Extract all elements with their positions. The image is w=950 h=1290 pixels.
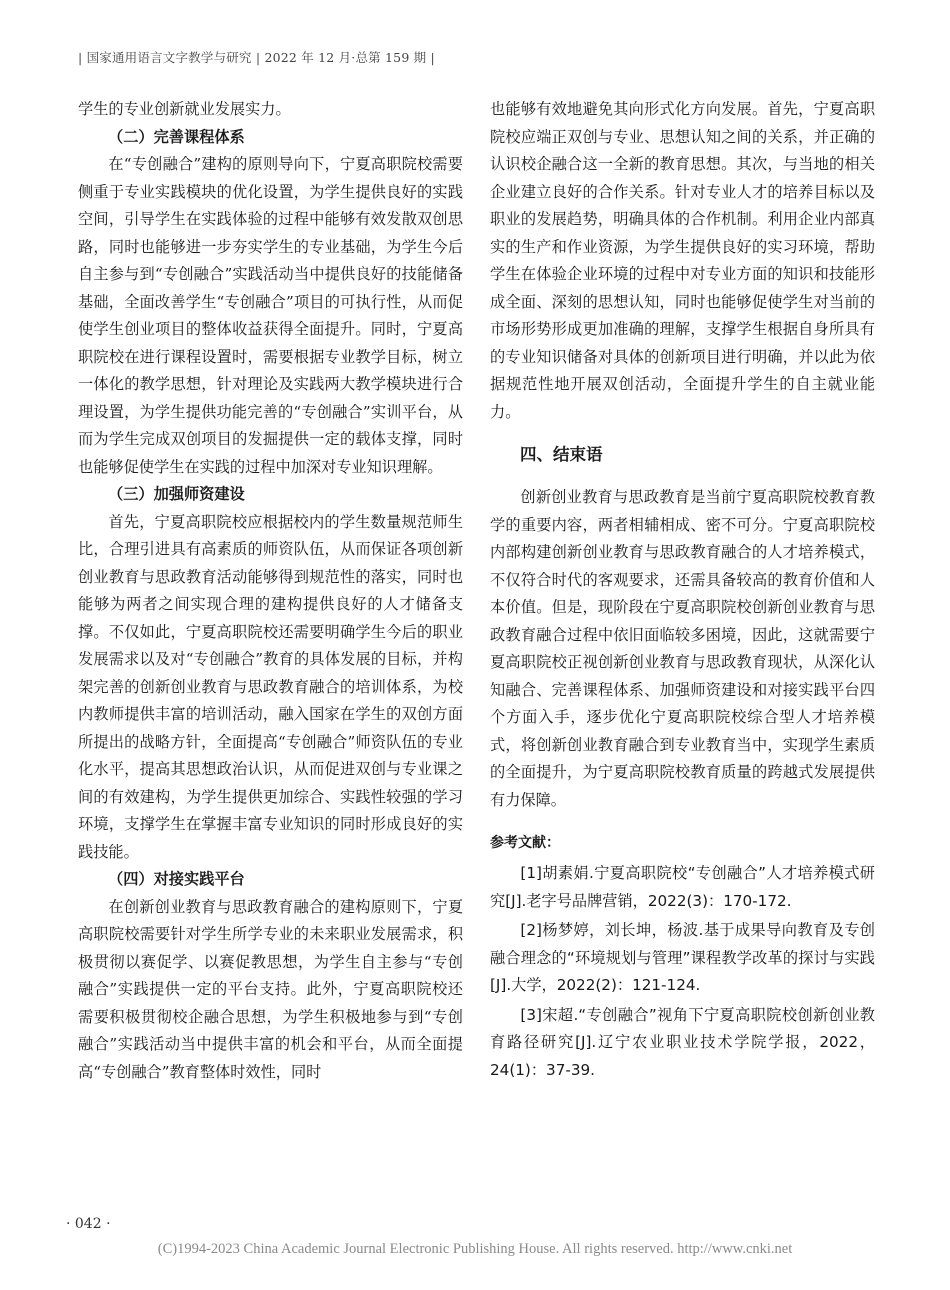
reference-item: [3]宋超.“专创融合”视角下宁夏高职院校创新创业教育路径研究[J].辽宁农业职业技术学院学报，2022，24(1)：37-39. [490,1005,875,1079]
paragraph-practice-platform: 在创新创业教育与思政教育融合的建构原则下，宁夏高职院校需要针对学生所学专业的未来职业发展需求，积极贯彻以赛促学、以赛促教思想，为学生自主参与“专创融合”实践提供一定的平台支持。此外，宁夏高职院校还需要积极贯彻校企融合思想，为学生积极地参与到“专创融合”实践活动当中提供丰富的机会和平台，从而全面提高“专创融合”教育整体时效性，同时 [78,897,463,1081]
paragraph-continued-right: 也能够有效地避免其向形式化方向发展。首先，宁夏高职院校应端正双创与专业、思想认知之间的关系，并正确的认识校企融合这一全新的教育思想。其次，与当地的相关企业建立良好的合作关系。针对专业人才的培养目标以及职业的发展趋势，明确具体的合作机制。利用企业内部真实的生产和作业资源，为学生提供良好的实习环境，帮助学生在体验企业环境的过程中对专业方面的知识和技能形成全面、深刻的思想认知，同时也能够促使学生对当前的市场形势形成更加准确的理解，支撑学生根据自身所具有的专业知识储备对具体的创新项目进行明确，并以此为依据规范性地开展双创活动，全面提升学生的自主就业能力。 [490,100,875,421]
paragraph-conclusion: 创新创业教育与思政教育是当前宁夏高职院校教育教学的重要内容，两者相辅相成、密不可分。宁夏高职院校内部构建创新创业教育与思政教育融合的人才培养模式，不仅符合时代的客观要求，还需具备较高的教育价值和人本价值。但是，现阶段在宁夏高职院校创新创业教育与思政教育融合过程中依旧面临较多困境，因此，这就需要宁夏高职院校正视创新创业教育与思政教育现状，从深化认知融合、完善课程体系、加强师资建设和对接实践平台四个方面入手，逐步优化宁夏高职院校综合型人才培养模式，将创新创业教育融合到专业教育当中，实现学生素质的全面提升，为宁夏高职院校教育质量的跨越式发展提供有力保障。 [490,488,875,809]
references-heading: 参考文献： [490,835,560,851]
right-column [490,96,875,1084]
reference-item: [1]胡素娟.宁夏高职院校“专创融合”人才培养模式研究[J].老字号品牌营销，2022(3)：170-172. [490,864,875,910]
paragraph-course-system: 在“专创融合”建构的原则导向下，宁夏高职院校需要侧重于专业实践模块的优化设置，为学生提供良好的实践空间，引导学生在实践体验的过程中能够有效发散双创思路，同时也能够进一步夯实学生的专业基础，为学生今后自主参与到“专创融合”实践活动当中提供良好的技能储备基础，全面改善学生“专创融合”项目的可执行性，从而促使学生创业项目的整体收益获得全面提升。同时，宁夏高职院校在进行课程设置时，需要根据专业教学目标，树立一体化的教学思想，针对理论及实践两大教学模块进行合理设置，为学生提供功能完善的“专创融合”实训平台，从而为学生完成双创项目的发掘提供一定的载体支撑，同时也能够促使学生在实践的过程中加深对专业知识理解。 [78,155,463,476]
paragraph-continued-left: 学生的专业创新就业发展实力。 [78,100,291,118]
subheading-course-system: （二）完善课程体系 [108,127,245,146]
paragraph-faculty-building: 首先，宁夏高职院校应根据校内的学生数量规范师生比，合理引进具有高素质的师资队伍，从而保证各项创新创业教育与思政教育活动能够得到规范性的落实，同时也能够为两者之间实现合理的建构提供良好的人才储备支撑。不仅如此，宁夏高职院校还需要明确学生今后的职业发展需求以及对“专创融合”教育的具体发展的目标，并构架完善的创新创业教育与思政教育融合的培训体系，为校内教师提供丰富的培训活动，融入国家在学生的双创方面所提出的战略方针，全面提高“专创融合”师资队伍的专业化水平，提高其思想政治认识，从而促进双创与专业课之间的有效建构，为学生提供更加综合、实践性较强的学习环境，支撑学生在掌握丰富专业知识的同时形成良好的实践技能。 [78,512,463,861]
subheading-practice-platform: （四）对接实践平台 [108,870,245,888]
running-head: | 国家通用语言文字教学与研究 | 2022 年 12 月·总第 159 期 | [78,50,435,65]
reference-item: [2]杨梦婷，刘长坤，杨波.基于成果导向教育及专创融合理念的“环境规划与管理”课程教学改革的探讨与实践[J].大学，2022(2)：121-124. [490,921,875,994]
section-title-conclusion: 四、结束语 [520,445,603,464]
copyright-footer: (C)1994-2023 China Academic Journal Electronic Publishing House. All rights reserved. http://www.cnki.net [157,1241,793,1257]
page-number: · 042 · [66,1216,111,1232]
subheading-faculty-building: （三）加强师资建设 [108,485,245,503]
left-column [78,96,463,1086]
